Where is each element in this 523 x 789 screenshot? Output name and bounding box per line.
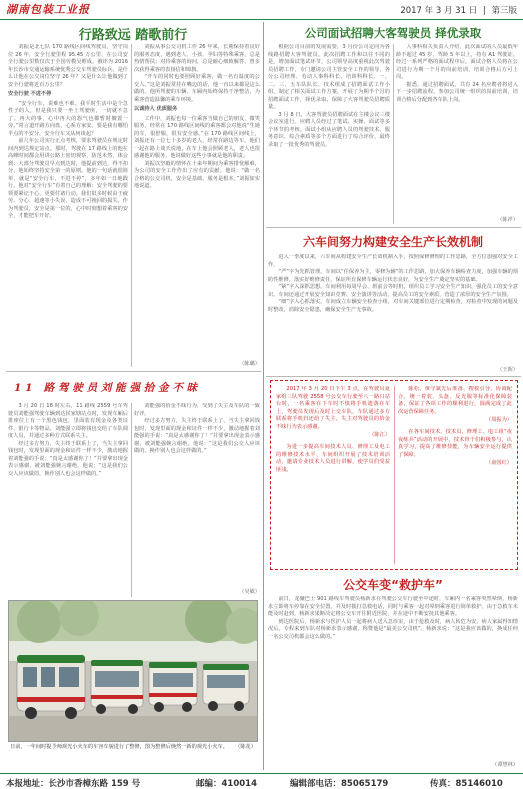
footer-fax: 传真：85146010 xyxy=(430,779,503,789)
article3-byline: （陈祥） xyxy=(497,217,518,223)
newspaper-logo: 湖南包装工业报 xyxy=(6,3,90,16)
brief-text: 为进一步提高车间技术人员、修理工及电工的维修技术水平，车间组织开展了技术培训活动，邀请专业技术人员进行讲解，使学员们受益匪浅。 xyxy=(276,444,390,473)
brief-col-left xyxy=(276,386,390,566)
subhead: 安全行驶 不进不停 xyxy=(8,91,52,97)
paragraph: 据悉，通过招聘面试，共有 24 名应聘者将进入下一步招聘流程，参加公司统一组织的岗前培训，培训合格后分配到各车队上岗。 xyxy=(396,81,518,103)
brief-byline: （周振为） xyxy=(486,417,512,423)
article2-col1 xyxy=(8,403,128,597)
paragraph: 刘能强的拾金不昧行为，受到了失主及车队的一致好评。 xyxy=(134,403,260,417)
paragraph: 人事科相关负责人介绍，此次面试的人员最低年龄不超过 45 岁，驾龄 5 年以上，持有 A1 驾驶证。经过一系列严格的面试程序后，面试合格人员将在公司进行为期一个月的岗前培训，培训合格后方可上岗。 xyxy=(396,44,518,80)
brief-text: 2017 年 3 月 20 日下午 3 点，在驾驶员夏家组三队驾驶 2558 号公交车行驶至八一路口站台时，一名乘客在下车时不慎将手机遗落在车上，驾驶员发现后及时上交车队，车队通过多方联系将手机归还给了失主，失主对驾驶员的拾金不昧行为表示感谢。 xyxy=(276,386,390,430)
paragraph: 经过多方努力，失主终于联系上了，当失主拿回钱包时，发现里面的现金和证件一样不少，激动地握着刘能强的手说：“真是太感谢你了！”并要拿出现金表示感谢，被刘能强婉言谢绝。他说：“这是我们公交人应该做的，换作别人也会这样做的。” xyxy=(134,418,260,454)
issue-date: 2017 年 3 月 31 日 xyxy=(400,6,478,16)
article1-title: 行路致远 踏歌前行 xyxy=(78,28,188,43)
brief-text: 在各车间技术、技术员、修理工、电工组“夜夜练兵”活动的开展中，技术骨干们积极参与，认真学习，提高了维修技能，为车辆安全运行提供了保障。 xyxy=(398,429,512,458)
paragraph: 进入一季度以来，六车间从构建安全生产长效机制入手，按照保修修理的工作思路，全方位加强对安全工作。 xyxy=(268,254,518,268)
paragraph: 根据公司目前的发展需要，3 月份公司定向为各线路招聘大客驾驶员。此次招聘工作和以往不同的是，增加面试笔试环节，公司领导高度重视此次驾驶员招聘工作，专门邀请公司主管安全工作的领导、各分公司经理、劳动人事科科长、培训科科长、一、二、三、五车队队长、技术组成了招聘面试工作小组，制定了相关面试工作方案，开展了为期半个月的招聘面试工作，择优录取，保障了大客驾驶员招聘质量。 xyxy=(268,44,390,110)
paragraph: 前几年公司实行正点考核，要求驾驶员在规定时间内到达规定站点。那时，驾驶在 17 路线上的他在高峰时间都会用讲公路上密切观察，防范未然，体会到：大部分驾驶员早点到达时，他提前到达，得不扣分，他始终坚持安全第一的原则。他的一句话就很简单，就是“安全行车，不进不停”，多年如一日地践行。他对“安全行车”有着自己的理解：安全驾驶的要领要紧记于心，更要付诸行动。我们很多时候由于疲劳、分心、超速等小失误，造成不可挽回的损失。作为驾驶员，安全是第一位的，心中时刻想着乘客的安全，才能把车开好。 xyxy=(8,138,128,219)
paragraph: “紧”字入深抓思想。车间利用每周早会、班前会等时机，组织员工学习安全生产知识，强化员工的安全意识。车间还通过开展安全知识竞赛、安全演讲等活动，提高员工的安全素质，营造了浓厚的安全生产氛围。 xyxy=(268,284,518,298)
article3-title: 公司面试招聘大客驾驶员 择优录取 xyxy=(304,26,482,40)
brief-col-right xyxy=(398,386,512,566)
news-photo-tourist-train xyxy=(8,600,258,742)
photo-byline: （陈花） xyxy=(235,744,256,750)
footer-postcode: 邮编：410014 xyxy=(196,779,257,789)
issue-info: 2017 年 3 月 31 日 | 第三版 xyxy=(400,6,517,16)
article4-title: 六车间努力构建安全生产长效机制 xyxy=(302,235,483,249)
page-number: 第三版 xyxy=(491,6,517,16)
article2-byline: （吴敏） xyxy=(239,589,260,595)
column-divider xyxy=(131,403,132,597)
article5-body xyxy=(268,596,518,760)
article2-col2 xyxy=(134,403,260,589)
paragraph: “严”字为先抓管理。车间以“任保养为主，零修为辅”的工作思路，加大保养车辆检查力度，加强车辆的预防性维修，落实好维修责任，保证所有保修车辆运行状态良好，为安全生产奠定坚实的基础。 xyxy=(268,269,518,283)
caption-text: 日前，一年间时提予师观光小火车的车容车貌进行了整修，图为整修后焕然一新的观光小火车。 xyxy=(10,744,228,750)
paragraph: 刘振是北七队 170 路线区间线驾驶员，坚守岗位 26 年，安全行驶里程 95.45 万公里，在公司安全行驶公里数仅次于全国劳模吴维成。被评为 2016 年长沙市交通运输系统优秀公交车驾驶员标兵。是什么让他在公交岗位坚守 26 年？又是什么让他做到了安全行驶将近百万公里？ xyxy=(8,44,128,88)
brief-byline: （俞国红） xyxy=(486,460,512,466)
article1-byline: （陈璐） xyxy=(239,361,260,367)
paragraph: 经过多方努力，失主终于联系上了，当失主拿回钱包时，发现里面的现金和证件一样不少，激动地握着刘能强的手说：“真是太感谢你了！”并要拿出现金表示感谢，被刘能强婉言谢绝。他说：“这是我们公交人应该做的，换作别人也会这样做的。” xyxy=(8,440,128,477)
footer-phone: 编辑部电话：85065179 xyxy=(290,779,389,789)
paragraph: “开车的同时也要照顾好乘客，做一名有温度的公交人。”这是刘振常挂在嘴边的话，他一直以来都是这么做的。他所驾驶的车辆，车厢内始终保持干净整洁，为乘客营造温馨的乘车环境。 xyxy=(134,74,260,103)
column-divider xyxy=(393,44,394,224)
article1-col2 xyxy=(134,44,260,360)
footer-address: 本报地址：长沙市香樟东路 159 号 xyxy=(6,779,141,789)
paragraph: “安全行车，说难也不难。我平时生活中是个急性子的人，但是我只要一坐上驾驶座，一切就不急了。再大的事，心中再大的怨气也都暂时搁置一旁。”常言道开路方向盘，心系方家安。要是我有哪怕半点的不安分，安全行车又从何谈起？ xyxy=(8,100,128,137)
subhead: 以诚待人 优质服务 xyxy=(134,106,178,112)
brief-text: 陈松、黄守斌先后准备、搜救引导，协调配合，统一着装、头盔、反光服等标准化保障装备，保证了各项工作的顺利进行，圆满完成了此次运营保障任务。 xyxy=(398,386,512,415)
column-divider xyxy=(131,44,132,367)
paragraph: 工作中，刘振也每一位乘客当做自己的朋友，微笑服务，经常在 170 路线区间线的乘客都会对他说“生她的车，很舒服，很有安全感。”在 170 路线区间线上，刘振还有一位七十多岁的老人，经常在路边等车。他们一起在路上谈天说地，在车上他会照顾老人，老人也很感谢他的服务。他说做好这些小事就是他的职责。 xyxy=(134,115,260,159)
page-footer xyxy=(0,773,523,789)
paragraph: “细”字入心抓落实。车间成立车辆安全检查小组，对车间关键部位进行定期检查，对检查中发现的问题及时整改，消除安全隐患，确保安全生产无事故。 xyxy=(268,299,518,313)
brief-byline: （陈江） xyxy=(369,432,390,438)
page-center-divider xyxy=(263,22,264,770)
article2-title: 11 路驾驶员刘能强拾金不昧 xyxy=(14,382,201,394)
paragraph: 前日，龙骧巴士 901 路线车驾驶员杨新求在驾驶公交车行驶至中途时，车厢内一名乘客突然晕倒，杨新求立即将车停靠在安全位置，并及时拨打急救电话，同时与乘客一起对晕倒乘客进行简单救护。由于急救车未能及时赶到，杨新求果断决定将公交车开往附近医院，并在途中不断安抚其他乘客。 xyxy=(268,596,518,617)
tourist-train-illustration xyxy=(9,601,258,742)
paragraph: 3 月 20 日 18 时左右，11 路线 2559 号车驾驶员刘能强驾驶车辆到达侯家塘站点时，发现车厢后排座位上有一个黑色钱包，里面装有现金及各类证件、银行卡等物品。刘能强立即将钱包交给了车队调度人员，并通过多种方式联系失主。 xyxy=(8,403,128,439)
section-divider xyxy=(266,227,521,228)
masthead xyxy=(0,0,523,20)
paragraph: 刘振从事公交司机工作 26 年来，长期保持着良好的服务态度，遇到老人、小孩、孕妇等特殊乘客，总是热情帮扶；对待乘客的询问，总是耐心细致解答。曾多次获得乘客的表扬信和锦旗。 xyxy=(134,44,260,73)
article3-col2 xyxy=(396,44,518,216)
section-divider xyxy=(6,371,261,372)
paragraph: 3 月 8 日，大客驾驶员招聘面试在主楼会议三楼会议室进行。应聘人员经过了笔试、实操、面试等多个环节的考核。面试小组从应聘人员的驾驶技术、服务意识、综合素质等多个方面进行了综合评价，最终录取了一批优秀的驾驶员。 xyxy=(268,111,390,148)
article5-title: 公交车变“救护车” xyxy=(343,578,443,592)
article4-byline: （王晖） xyxy=(497,367,518,373)
column-divider xyxy=(394,386,395,564)
paragraph: 刘振以坚毅的情怀在十来年期间为乘客排忧解难，为公司的安全工作作出了应有的贡献。他说：“做一名合格的公交司机，安全是基础，服务是根本。”刘振如实地说道。 xyxy=(134,160,260,189)
paragraph: 到达医院后，杨新求与医护人员一起将病人送入急诊室，由于抢救及时，病人转危为安。病人家属得知情况后，专程来到车队对杨新求表示感谢，称赞他是“最美公交司机”。杨新求说：“这是我应该做的，换成任何一名公交司机都会这么做的。” xyxy=(268,618,518,640)
article4-body xyxy=(268,254,518,366)
photo-caption xyxy=(10,744,256,751)
section-divider xyxy=(266,376,521,377)
article5-byline: （谭慧林） xyxy=(492,762,518,768)
article1-col1 xyxy=(8,44,128,367)
article3-col1 xyxy=(268,44,390,224)
